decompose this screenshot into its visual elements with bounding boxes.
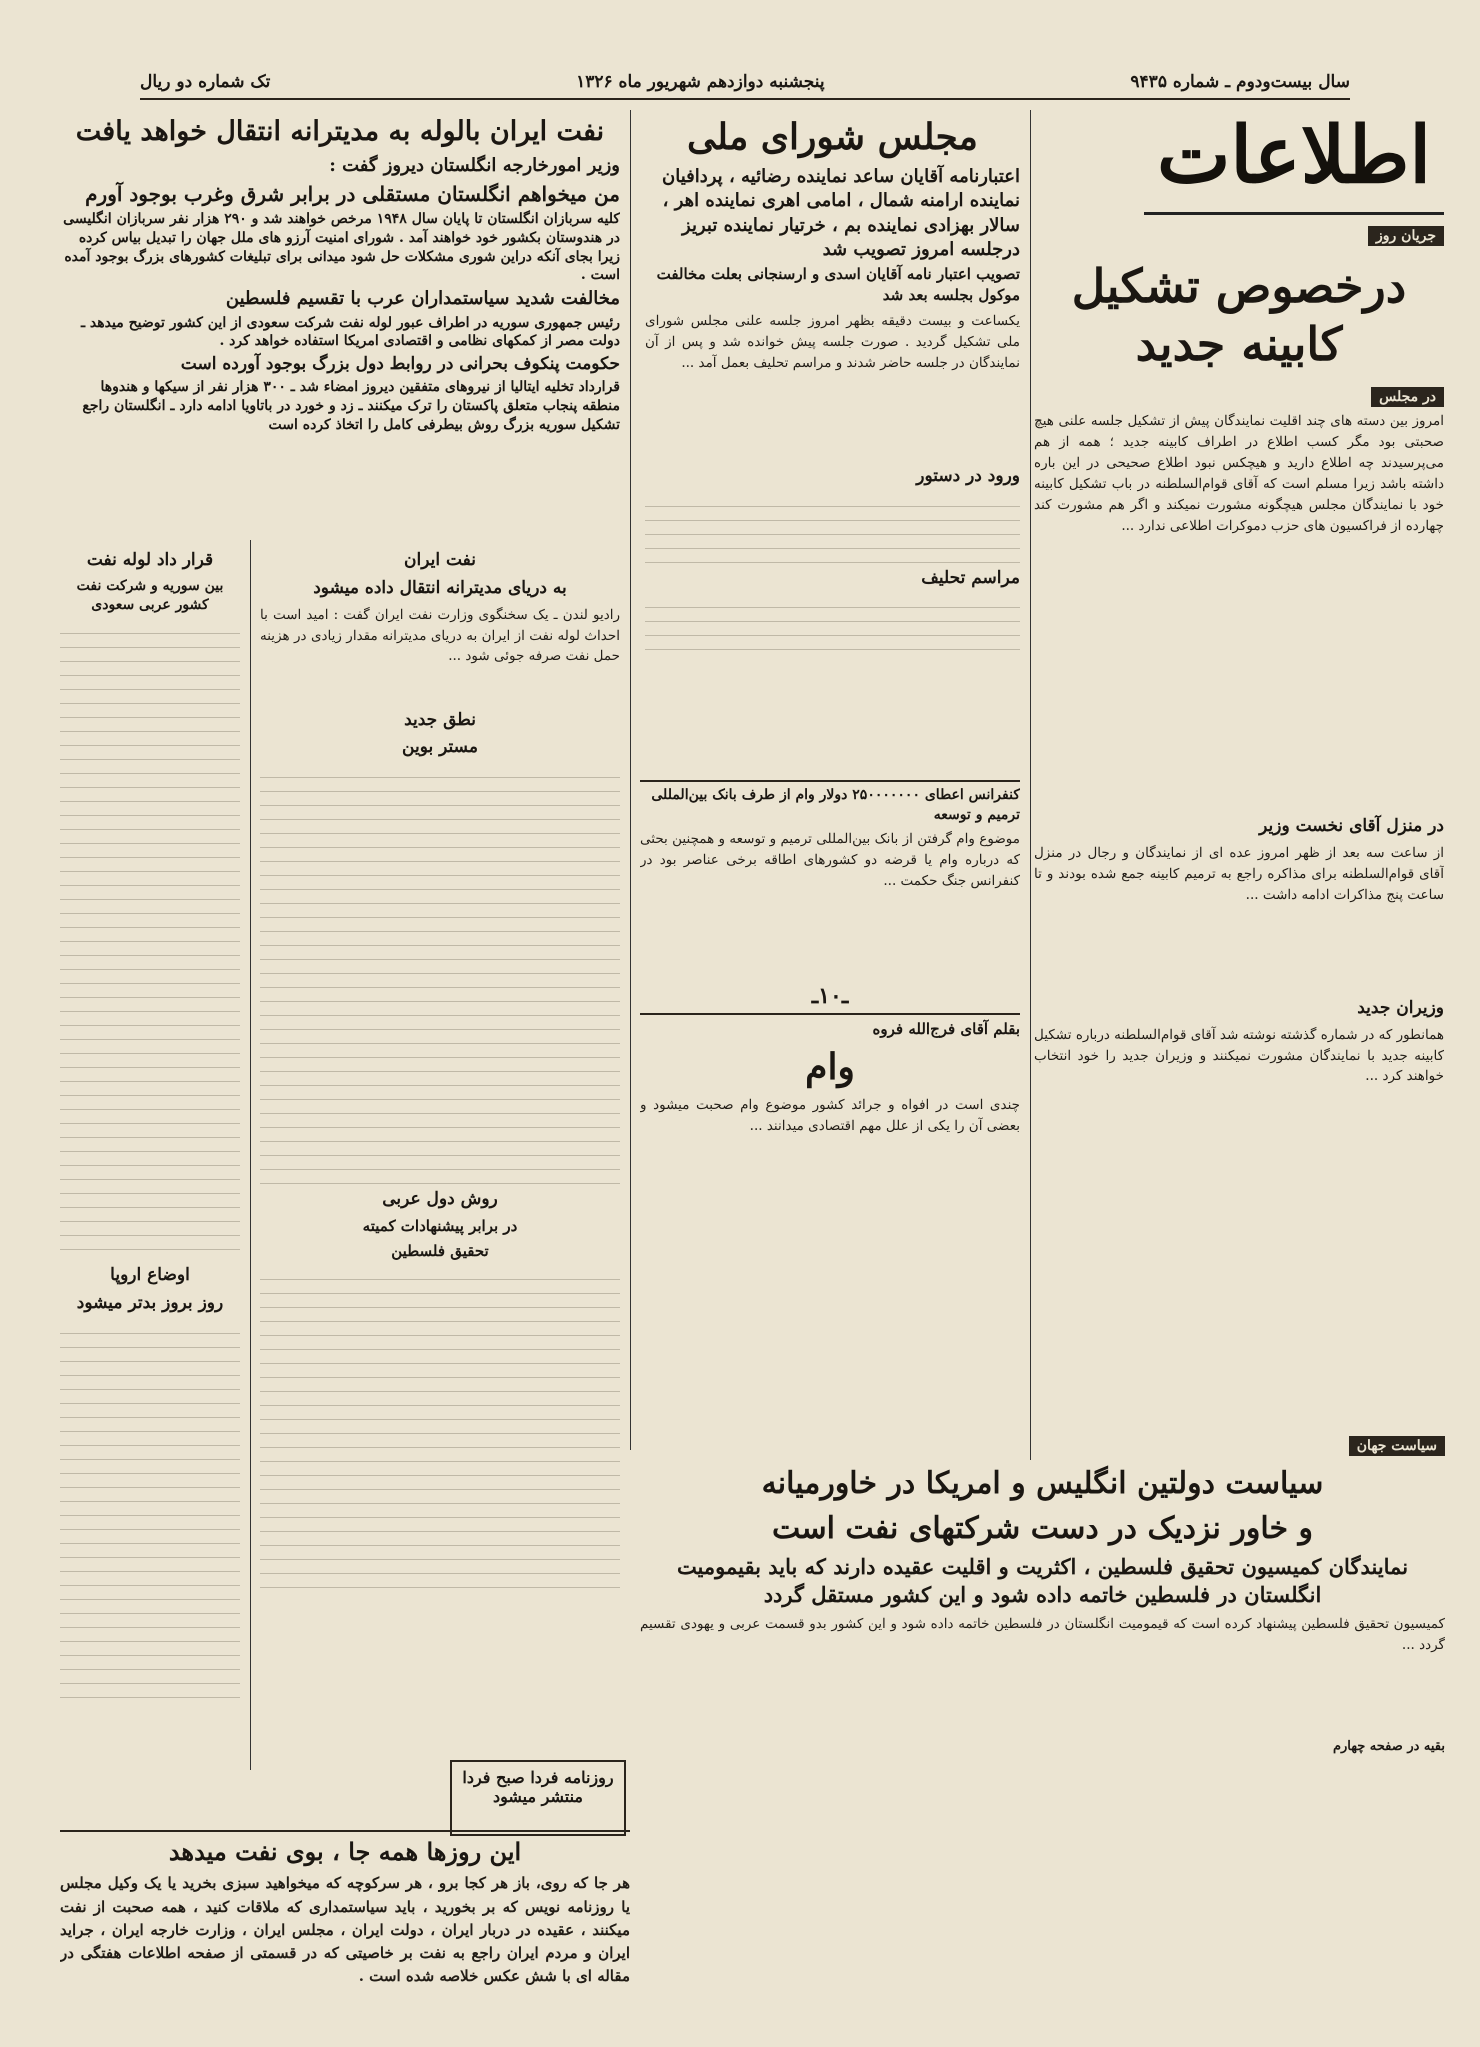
left-top-section <box>60 110 620 540</box>
loan-title: وام <box>805 1046 855 1089</box>
top-info-bar <box>140 66 1350 100</box>
right-body-2: از ساعت سه بعد از ظهر امروز عده ای از نمایندگان و رجال در منزل آقای قوام‌السلطنه برای مذاکره راجع به ترمیم کابینه جمع شده بودند و تا ساعت پنج مذاکرات ادامه داشت ... <box>1034 844 1444 903</box>
loan-body-1: موضوع وام گرفتن از بانک بین‌المللی ترمیم و توسعه و همچنین بحثی که درباره وام یا قرضه دو کشورهای اطاقه برخی عناصر بود در کنفرانس جنگ حکمت ... <box>640 831 1020 890</box>
world-headline-2: و خاور نزدیک در دست شرکتهای نفت است <box>772 1510 1313 1546</box>
loan-conference-title: کنفرانس اعطای ۲۵۰۰۰۰۰۰۰ دولار وام از طرف بانک بین‌المللی ترمیم و توسعه <box>651 787 1020 823</box>
bottom-right-section <box>640 1430 1445 1870</box>
world-headline-3: نمایندگان کمیسیون تحقیق فلسطین ، اکثریت و اقلیت عقیده دارند که باید بقیمومیت انگلستان در فلسطین خاتمه داده شود و این کشور مستقل گردد <box>676 1554 1409 1608</box>
bottom-left-section <box>60 1830 630 2030</box>
page-number: ـ۱۰ـ <box>811 983 849 1010</box>
world-continuation: بقیه در صفحه چهارم <box>1332 1738 1445 1754</box>
column-divider <box>250 540 251 1770</box>
text-filler <box>60 1320 240 1710</box>
oil-body-1: رئیس جمهوری سوریه در اطراف عبور لوله نفت شرکت سعودی از این کشور توضیح میدهد ـ دولت مصر از کمکهای نظامی و اقتصادی امریکا استفاده خواهد کرد . <box>80 314 620 350</box>
right-subhead-new-ministers: وزیران جدید <box>1357 997 1444 1018</box>
column-divider <box>1030 110 1031 1460</box>
parliament-body: یکساعت و بیست دقیقه بظهر امروز جلسه علنی مجلس شورای ملی تشکیل گردید . صورت جلسه پیش خوانده شد و پس از آن نمایندگان در جلسه حاضر شدند و مراسم تحلیف بعمل آمد ... <box>645 312 1020 371</box>
parliament-sub-oath: مراسم تحلیف <box>921 567 1020 588</box>
parliament-headline: مجلس شورای ملی <box>687 116 978 158</box>
right-body-3: همانطور که در شماره گذشته نوشته شد آقای قوام‌السلطنه درباره تشکیل کابینه جدید با نمایندگان مشورت نمیکنند و وزیران جدید را خود انتخاب خواهند کرد ... <box>1034 1026 1444 1085</box>
right-body-1: امروز بین دسته های چند اقلیت نمایندگان پیش از تشکیل جلسه علنی هیچ صحبتی بود مگر کسب اطلاع در اطراف کابینه جدید ؛ همه از هم می‌پرسیدند چه اطلاع دارید و هیچکس نبود اطلاع صحیحی در این باره داشته باشد زیرا مسلم است که آقای قوام‌السلطنه در باب تشکیل کابینه خود با نمایندگان مجلس هیچگونه مشورت نمیکند و اگر هم مشورت کند چهارده از فراکسیون های حزب دموکرات اطلاعی ندارد ... <box>1034 413 1444 534</box>
arab-policy-title: روش دول عربی <box>382 1189 498 1210</box>
world-body: کمیسیون تحقیق فلسطین پیشنهاد کرده است که قیمومیت انگلستان در فلسطین خاتمه داده شود و این کشور بدو قسمت عربی و یهودی تقسیم گردد ... <box>640 1615 1445 1653</box>
oil-sub-4: مخالفت شدید سیاستمداران عرب با تقسیم فلسطین <box>225 288 620 310</box>
speech-sub: مستر بوین <box>402 737 478 758</box>
tomorrow-paper-text: روزنامه فردا صبح فردا منتشر میشود <box>462 1768 614 1806</box>
europe-sub: روز بروز بدتر میشود <box>76 1292 224 1313</box>
oil-sub-2: من میخواهم انگلستان مستقلی در برابر شرق وغرب بوجود آورم <box>85 181 620 206</box>
iran-oil-title: نفت ایران <box>404 550 476 570</box>
parliament-sub-agenda: ورود در دستور <box>916 465 1020 486</box>
masthead <box>1144 100 1444 210</box>
year-issue: سال بیست‌ودوم ـ شماره ۹۴۳۵ <box>1130 72 1350 92</box>
section-tag-daily: جریان روز <box>1368 226 1444 246</box>
price: تک شماره دو ریال <box>140 72 271 92</box>
masthead-rule <box>1144 212 1444 215</box>
arab-policy-sub-1: در برابر پیشنهادات کمیته <box>362 1216 518 1235</box>
pipeline-contract-title: قرار داد لوله نفت <box>86 550 214 570</box>
oil-smell-headline: این روزها همه جا ، بوی نفت میدهد <box>168 1837 522 1866</box>
section-tag-world: سیاست جهان <box>1349 1436 1445 1456</box>
arab-policy-sub-2: تحقیق فلسطین <box>391 1241 489 1260</box>
parliament-sub-2: تصویب اعتبار نامه آقایان اسدی و ارسنجانی بعلت مخالفت موکول بجلسه بعد شد <box>656 265 1020 304</box>
text-filler <box>260 764 620 1184</box>
iran-oil-body: رادیو لندن ـ یک سخنگوی وزارت نفت ایران گفت : امید است با احداث لوله نفت از ایران به دریای مدیترانه مقدار زیادی در هزینه حمل نفت صرفه جوئی شود ... <box>260 606 620 665</box>
text-filler <box>645 594 1020 654</box>
oil-sub-1: وزیر امورخارجه انگلستان دیروز گفت : <box>329 155 620 177</box>
europe-title: اوضاع اروپا <box>110 1264 190 1285</box>
issue-date: پنجشنبه دوازدهم شهریور ماه ۱۳۲۶ <box>576 72 825 92</box>
column-divider <box>630 110 631 1450</box>
right-column <box>1034 220 1444 1420</box>
oil-sub-3: کلیه سربازان انگلستان تا پایان سال ۱۹۴۸ مرخص خواهند شد و ۲۹۰ هزار نفر سربازان انگلیسی در هندوستان بکشور خود خواهند آمد . شورای امنیت آرزو های ملل جهان را تبدیل بیاس کرده زیرا بجای آنکه دراین شوری مشکلات حل شود میدانی برای تبلیغات کشورهای بزرگ بوجود آمده است . <box>63 210 620 284</box>
tomorrow-paper-box <box>450 1760 626 1836</box>
iran-oil-sub: به دریای مدیترانه انتقال داده میشود <box>313 577 567 598</box>
world-headline-1: سیاست دولتین انگلیس و امریکا در خاورمیانه <box>761 1466 1324 1501</box>
speech-title: نطق جدید <box>404 709 476 730</box>
section-tag-parliament: در مجلس <box>1371 387 1444 407</box>
left-narrow-column <box>60 545 240 1775</box>
oil-smell-body: هر جا که روی، باز هر کجا برو ، هر سرکوچه که میخواهید سبزی بخرید یا یک وکیل مجلس یا روزنامه نویس که بر بخورید ، باید سیاستمداری که ملاقات کنید ، همه صحبت از نفت میکنند ، عقیده در دربار ایران ، دولت ایران ، مجلس ایران ، وزارت خارجه ایران ، جراید ایران و مردم ایران راجع به نفت بر خاصیتی که در قسمتی از صفحه اطلاعات هفتگی در مقاله ای با شش عکس خلاصه شده است . <box>60 1874 630 1986</box>
left-middle-column <box>260 545 620 1775</box>
parliament-sub-1: اعتبارنامه آقایان ساعد نماینده رضائیه ، پردافیان نماینده ارامنه شمال ، امامی اهری نماینده اهر ، سالار بهزادی نماینده بم ، خرتیار نماینده تبریز درجلسه امروز تصویب شد <box>661 166 1020 261</box>
oil-headline: نفت ایران بالوله به مدیترانه انتقال خواهد یافت <box>75 116 605 147</box>
right-subhead-pm-house: در منزل آقای نخست وزیر <box>1259 816 1444 836</box>
middle-column <box>645 110 1020 730</box>
text-filler <box>260 1266 620 1596</box>
right-headline: درخصوص تشکیل کابینه جدید <box>1071 259 1407 371</box>
oil-sub-5: حکومت پنکوف بحرانی در روابط دول بزرگ بوجود آورده است <box>180 354 620 375</box>
text-filler <box>60 620 240 1260</box>
masthead-title: اطلاعات <box>1156 109 1432 201</box>
text-filler <box>645 493 1020 563</box>
oil-body-2: قرارداد تخلیه ایتالیا از نیروهای متفقین دیروز امضاء شد ـ ۳۰۰ هزار نفر از سیکها و هندوها منطقه پنجاب متعلق پاکستان را ترک میکنند ـ زد و خورد در باتاویا ادامه دارد ـ انگلستان راجع تشکیل سوریه بزرگ روش بیطرفی کامل را اتخاذ کرده است <box>82 379 620 434</box>
loan-byline: بقلم آقای فرج‌الله فروه <box>872 1020 1020 1039</box>
pipeline-contract-sub: بین سوریه و شرکت نفت کشور عربی سعودی <box>76 577 224 614</box>
loan-body-2: چندی است در افواه و جرائد کشور موضوع وام صحبت میشود و بعضی آن را یکی از علل مهم اقتصادی میدانند ... <box>640 1097 1020 1135</box>
loan-section <box>640 780 1020 1450</box>
